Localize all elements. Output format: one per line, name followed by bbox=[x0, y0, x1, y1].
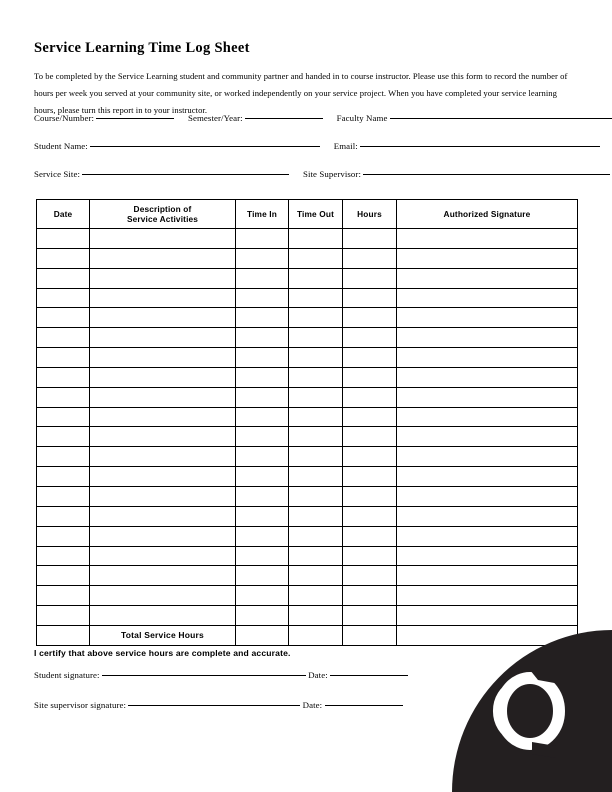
cell-date[interactable] bbox=[37, 248, 90, 268]
cell-date[interactable] bbox=[37, 229, 90, 249]
cell-signature[interactable] bbox=[397, 506, 578, 526]
cell-description[interactable] bbox=[90, 526, 236, 546]
supervisor-signature-label: Site supervisor signature: bbox=[34, 700, 127, 710]
cell-hours[interactable] bbox=[343, 229, 397, 249]
cell-signature[interactable] bbox=[397, 467, 578, 487]
cell-hours[interactable] bbox=[343, 367, 397, 387]
table-row bbox=[37, 506, 578, 526]
table-row bbox=[37, 229, 578, 249]
corner-logo bbox=[452, 630, 612, 792]
cell-signature[interactable] bbox=[397, 407, 578, 427]
site-supervisor-input[interactable] bbox=[363, 174, 610, 175]
cell-description[interactable] bbox=[90, 546, 236, 566]
email-input[interactable] bbox=[360, 146, 600, 147]
cell-date[interactable] bbox=[37, 506, 90, 526]
cell-date[interactable] bbox=[37, 566, 90, 586]
cell-date[interactable] bbox=[37, 348, 90, 368]
field-row-3 bbox=[34, 169, 579, 197]
cell-time-in[interactable] bbox=[236, 447, 289, 467]
cell-hours[interactable] bbox=[343, 308, 397, 328]
cell-description[interactable] bbox=[90, 407, 236, 427]
cell-time-out[interactable] bbox=[289, 566, 343, 586]
column-header-hours: Hours bbox=[343, 200, 397, 229]
cell-date[interactable] bbox=[37, 586, 90, 606]
logo-arc-1 bbox=[498, 680, 516, 742]
cell-time-in[interactable] bbox=[236, 606, 289, 626]
signature-block bbox=[34, 670, 464, 730]
cell-description[interactable] bbox=[90, 566, 236, 586]
cell-time-in[interactable] bbox=[236, 546, 289, 566]
cell-date[interactable] bbox=[37, 526, 90, 546]
table-row bbox=[37, 328, 578, 348]
cell-time-in[interactable] bbox=[236, 387, 289, 407]
cell-signature[interactable] bbox=[397, 328, 578, 348]
table-row bbox=[37, 427, 578, 447]
cell-time-in[interactable] bbox=[236, 427, 289, 447]
cell-description[interactable] bbox=[90, 486, 236, 506]
cell-description[interactable] bbox=[90, 606, 236, 626]
cell-description[interactable] bbox=[90, 467, 236, 487]
cell-hours[interactable] bbox=[343, 328, 397, 348]
service-site-label: Service Site: bbox=[34, 169, 81, 179]
cell-time-in[interactable] bbox=[236, 566, 289, 586]
table-row bbox=[37, 447, 578, 467]
form-fields bbox=[34, 113, 579, 197]
cell-signature[interactable] bbox=[397, 288, 578, 308]
cell-time-out[interactable] bbox=[289, 248, 343, 268]
service-site-input[interactable] bbox=[82, 174, 289, 175]
student-signature-row bbox=[34, 670, 464, 700]
cell-signature[interactable] bbox=[397, 348, 578, 368]
semester-year-label: Semester/Year: bbox=[187, 113, 243, 123]
supervisor-signature-input[interactable] bbox=[128, 705, 300, 706]
cell-description[interactable] bbox=[90, 447, 236, 467]
table-row bbox=[37, 486, 578, 506]
table-row bbox=[37, 268, 578, 288]
student-name-label: Student Name: bbox=[34, 141, 88, 151]
column-header-time-in: Time In bbox=[236, 200, 289, 229]
cell-signature[interactable] bbox=[397, 268, 578, 288]
total-service-hours-label: Total Service Hours bbox=[90, 625, 236, 645]
cell-description[interactable] bbox=[90, 387, 236, 407]
semester-year-input[interactable] bbox=[245, 118, 323, 119]
total-hours-value[interactable] bbox=[343, 625, 397, 645]
cell-hours[interactable] bbox=[343, 486, 397, 506]
table-row bbox=[37, 367, 578, 387]
description-line-2: Service Activities bbox=[126, 214, 199, 224]
cell-description[interactable] bbox=[90, 288, 236, 308]
cell-time-in[interactable] bbox=[236, 308, 289, 328]
logo-outer-ring bbox=[501, 678, 559, 744]
site-supervisor-label: Site Supervisor: bbox=[302, 169, 361, 179]
cell-time-in[interactable] bbox=[236, 367, 289, 387]
cell-time-out[interactable] bbox=[289, 387, 343, 407]
course-number-label: Course/Number: bbox=[34, 113, 95, 123]
cell-hours[interactable] bbox=[343, 447, 397, 467]
cell-signature[interactable] bbox=[397, 486, 578, 506]
supervisor-signature-row bbox=[34, 700, 464, 730]
logo-arc-2 bbox=[494, 683, 512, 739]
cell-date[interactable] bbox=[37, 606, 90, 626]
cell-time-out[interactable] bbox=[289, 268, 343, 288]
table-row bbox=[37, 387, 578, 407]
cell-hours[interactable] bbox=[343, 407, 397, 427]
cell-hours[interactable] bbox=[343, 348, 397, 368]
cell-time-in[interactable] bbox=[236, 506, 289, 526]
cell-time-out[interactable] bbox=[289, 486, 343, 506]
cell-hours[interactable] bbox=[343, 546, 397, 566]
cell-description[interactable] bbox=[90, 308, 236, 328]
cell-time-out[interactable] bbox=[289, 546, 343, 566]
table-row bbox=[37, 586, 578, 606]
cell-date[interactable] bbox=[37, 367, 90, 387]
cell-description[interactable] bbox=[90, 328, 236, 348]
cell-date[interactable] bbox=[37, 268, 90, 288]
cell-time-in[interactable] bbox=[236, 486, 289, 506]
total-row-spacer bbox=[37, 625, 90, 645]
cell-time-out[interactable] bbox=[289, 229, 343, 249]
cell-signature[interactable] bbox=[397, 308, 578, 328]
cell-time-out[interactable] bbox=[289, 367, 343, 387]
table-row bbox=[37, 288, 578, 308]
page-title: Service Learning Time Log Sheet bbox=[34, 39, 250, 56]
table-row bbox=[37, 606, 578, 626]
table-row bbox=[37, 566, 578, 586]
cell-hours[interactable] bbox=[343, 248, 397, 268]
cell-description[interactable] bbox=[90, 248, 236, 268]
table-header-row bbox=[37, 200, 578, 229]
cell-description[interactable] bbox=[90, 506, 236, 526]
student-signature-label: Student signature: bbox=[34, 670, 100, 680]
certification-statement: I certify that above service hours are complete and accurate. bbox=[34, 648, 291, 658]
total-row-empty-signature bbox=[397, 625, 578, 645]
cell-signature[interactable] bbox=[397, 367, 578, 387]
cell-time-out[interactable] bbox=[289, 308, 343, 328]
total-row-empty-time-out bbox=[289, 625, 343, 645]
cell-signature[interactable] bbox=[397, 566, 578, 586]
cell-time-out[interactable] bbox=[289, 328, 343, 348]
cell-time-out[interactable] bbox=[289, 348, 343, 368]
student-date-label: Date: bbox=[308, 670, 328, 680]
table-row bbox=[37, 348, 578, 368]
cell-hours[interactable] bbox=[343, 586, 397, 606]
logo-background-shape bbox=[452, 630, 612, 792]
cell-hours[interactable] bbox=[343, 288, 397, 308]
cell-time-out[interactable] bbox=[289, 586, 343, 606]
intro-paragraph: To be completed by the Service Learning student and community partner and handed in to course instructor. Please use this form to record the number of hours per week you served at your community site, or worked independently on your service project. When you have completed your service learning hours, please turn this report in to your instructor. bbox=[34, 70, 568, 116]
cell-time-out[interactable] bbox=[289, 526, 343, 546]
email-label: Email: bbox=[333, 141, 358, 151]
cell-time-out[interactable] bbox=[289, 467, 343, 487]
cell-hours[interactable] bbox=[343, 526, 397, 546]
supervisor-date-input[interactable] bbox=[325, 705, 403, 706]
cell-time-out[interactable] bbox=[289, 506, 343, 526]
cell-time-in[interactable] bbox=[236, 467, 289, 487]
description-line-1: Description of bbox=[133, 203, 192, 214]
cell-time-out[interactable] bbox=[289, 407, 343, 427]
column-header-authorized-signature: Authorized Signature bbox=[397, 200, 578, 229]
student-date-input[interactable] bbox=[330, 675, 408, 676]
cell-description[interactable] bbox=[90, 229, 236, 249]
logo-arc-4 bbox=[496, 691, 507, 731]
cell-hours[interactable] bbox=[343, 566, 397, 586]
student-name-input[interactable] bbox=[90, 146, 320, 147]
cell-time-in[interactable] bbox=[236, 268, 289, 288]
cell-date[interactable] bbox=[37, 387, 90, 407]
cell-time-out[interactable] bbox=[289, 427, 343, 447]
faculty-name-label: Faculty Name bbox=[336, 113, 388, 123]
cell-time-in[interactable] bbox=[236, 407, 289, 427]
cell-date[interactable] bbox=[37, 288, 90, 308]
table-body bbox=[37, 229, 578, 646]
cell-signature[interactable] bbox=[397, 229, 578, 249]
cell-date[interactable] bbox=[37, 546, 90, 566]
cell-hours[interactable] bbox=[343, 427, 397, 447]
cell-description[interactable] bbox=[90, 268, 236, 288]
table-row bbox=[37, 248, 578, 268]
cell-time-in[interactable] bbox=[236, 248, 289, 268]
cell-signature[interactable] bbox=[397, 447, 578, 467]
table-row bbox=[37, 526, 578, 546]
total-service-hours-row bbox=[37, 625, 578, 645]
cell-time-in[interactable] bbox=[236, 348, 289, 368]
cell-signature[interactable] bbox=[397, 526, 578, 546]
cell-description[interactable] bbox=[90, 348, 236, 368]
faculty-name-input[interactable] bbox=[390, 118, 612, 119]
course-number-input[interactable] bbox=[96, 118, 174, 119]
cell-date[interactable] bbox=[37, 447, 90, 467]
logo-notch-bottom bbox=[532, 742, 556, 758]
cell-description[interactable] bbox=[90, 367, 236, 387]
service-log-table bbox=[36, 199, 578, 646]
cell-time-in[interactable] bbox=[236, 328, 289, 348]
logo-ring-mark bbox=[494, 670, 560, 758]
cell-time-in[interactable] bbox=[236, 288, 289, 308]
cell-signature[interactable] bbox=[397, 586, 578, 606]
table-row bbox=[37, 407, 578, 427]
cell-date[interactable] bbox=[37, 486, 90, 506]
cell-date[interactable] bbox=[37, 308, 90, 328]
cell-time-out[interactable] bbox=[289, 606, 343, 626]
logo-arc-3 bbox=[495, 687, 509, 735]
supervisor-date-label: Date: bbox=[302, 700, 323, 710]
cell-signature[interactable] bbox=[397, 546, 578, 566]
cell-hours[interactable] bbox=[343, 387, 397, 407]
cell-description[interactable] bbox=[90, 586, 236, 606]
column-header-date: Date bbox=[37, 200, 90, 229]
cell-signature[interactable] bbox=[397, 427, 578, 447]
cell-time-in[interactable] bbox=[236, 526, 289, 546]
cell-hours[interactable] bbox=[343, 506, 397, 526]
student-signature-input[interactable] bbox=[102, 675, 306, 676]
cell-signature[interactable] bbox=[397, 387, 578, 407]
cell-time-out[interactable] bbox=[289, 447, 343, 467]
cell-description[interactable] bbox=[90, 427, 236, 447]
table-row bbox=[37, 467, 578, 487]
table-row bbox=[37, 546, 578, 566]
column-header-time-out: Time Out bbox=[289, 200, 343, 229]
column-header-description bbox=[90, 200, 236, 229]
cell-date[interactable] bbox=[37, 407, 90, 427]
logo-arc-5 bbox=[498, 695, 506, 727]
cell-date[interactable] bbox=[37, 427, 90, 447]
cell-hours[interactable] bbox=[343, 467, 397, 487]
cell-time-in[interactable] bbox=[236, 586, 289, 606]
cell-hours[interactable] bbox=[343, 606, 397, 626]
cell-signature[interactable] bbox=[397, 248, 578, 268]
field-row-2 bbox=[34, 141, 579, 169]
cell-date[interactable] bbox=[37, 328, 90, 348]
cell-hours[interactable] bbox=[343, 268, 397, 288]
field-row-1 bbox=[34, 113, 579, 141]
table-row bbox=[37, 308, 578, 328]
cell-signature[interactable] bbox=[397, 606, 578, 626]
cell-time-out[interactable] bbox=[289, 288, 343, 308]
cell-date[interactable] bbox=[37, 467, 90, 487]
total-row-empty-time-in bbox=[236, 625, 289, 645]
cell-time-in[interactable] bbox=[236, 229, 289, 249]
logo-notch-top bbox=[530, 670, 560, 684]
